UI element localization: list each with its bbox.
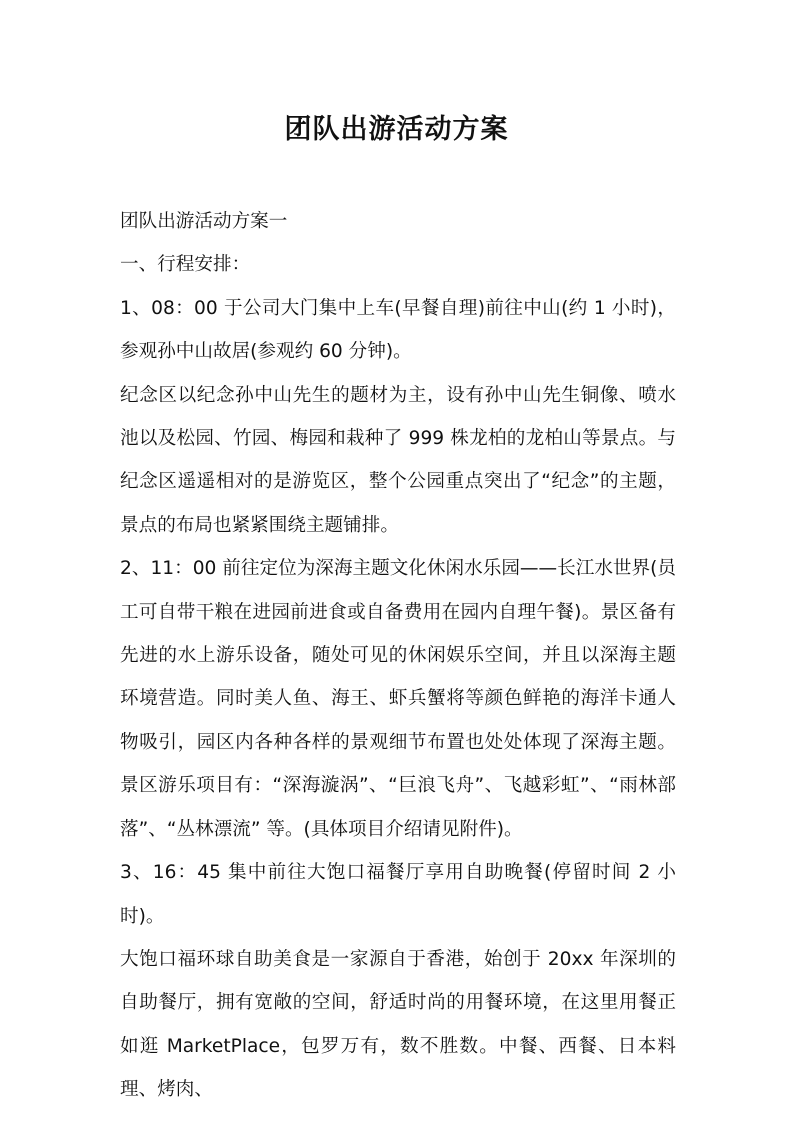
document-title: 团队出游活动方案 xyxy=(284,114,509,145)
itinerary-item-2: 2、11：00 前往定位为深海主题文化休闲水乐园——长江水世界(员工可自带干粮在进园前进食或自备费用在园内自理午餐)。景区备有先进的水上游乐设备，随处可见的休闲娱乐空间，并且以深海主题环境营造。同时美人鱼、海王、虾兵蟹将等颜色鲜艳的海洋卡通人物吸引，园区内各种各样的景观细节布置也处处体现了深海主题。景区游乐项目有：“深海漩涡”、“巨浪飞舟”、飞越彩虹”、“雨林部落”、“丛林漂流” 等。(具体项目介绍请见附件)。 xyxy=(120,558,676,840)
memorial-description: 纪念区以纪念孙中山先生的题材为主，设有孙中山先生铜像、喷水池以及松园、竹园、梅园和栽种了 999 株龙柏的龙柏山等景点。与纪念区遥遥相对的是游览区，整个公园重点突出了“纪念”的主题，景点的布局也紧紧围绕主题铺排。 xyxy=(120,384,676,536)
section-heading-itinerary: 一、行程安排： xyxy=(120,254,251,276)
itinerary-item-1: 1、08：00 于公司大门集中上车(早餐自理)前往中山(约 1 小时)，参观孙中山故居(参观约 60 分钟)。 xyxy=(120,297,676,363)
itinerary-item-3: 3、16：45 集中前往大饱口福餐厅享用自助晚餐(停留时间 2 小时)。 xyxy=(120,862,676,927)
restaurant-description: 大饱口福环球自助美食是一家源自于香港，始创于 20xx 年深圳的自助餐厅，拥有宽敞的空间，舒适时尚的用餐环境，在这里用餐正如逛 MarketPlace，包罗万有，数不胜数。中餐、西餐、日本料理、烤肉、 xyxy=(120,948,676,1101)
subtitle-paragraph: 团队出游活动方案一 xyxy=(120,211,288,232)
document-body xyxy=(120,200,676,1112)
